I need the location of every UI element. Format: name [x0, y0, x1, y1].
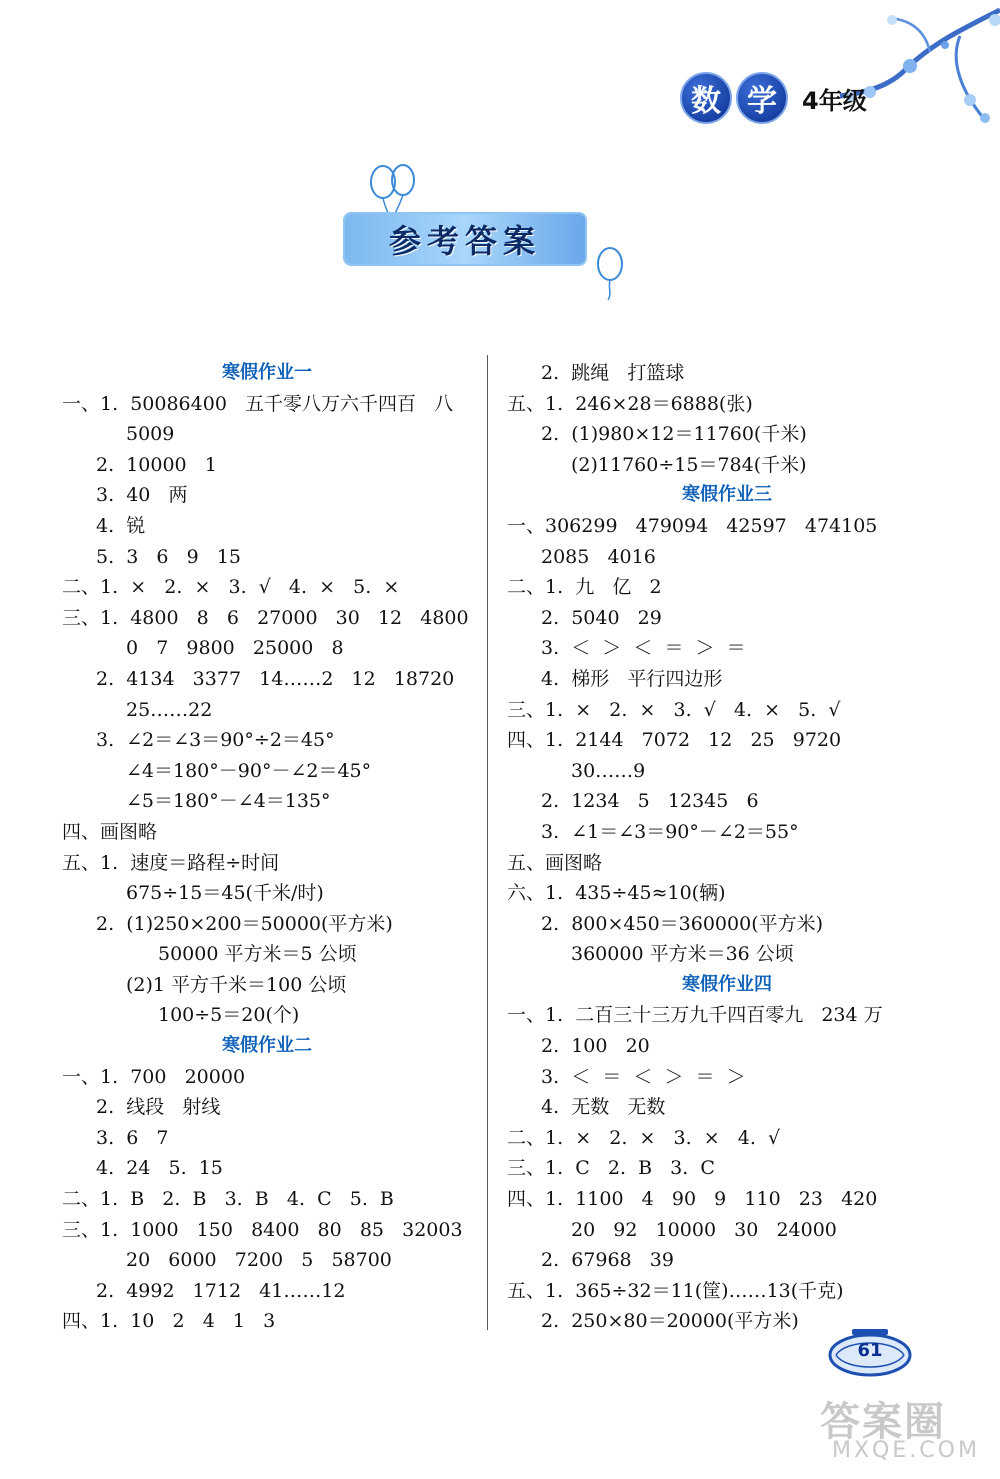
- answer-line: 20 92 10000 30 24000: [571, 1218, 837, 1241]
- balloon-icon: [590, 246, 630, 300]
- section-heading: 寒假作业四: [682, 973, 772, 995]
- answer-line: 2. 4134 3377 14……2 12 18720: [96, 667, 455, 690]
- watermark-main: 答案圈: [820, 1399, 946, 1445]
- right-answer-column: [507, 358, 947, 1337]
- answer-line: ∠5＝180°－∠4＝135°: [126, 790, 331, 813]
- answer-line: 一、1. 50086400 五千零八万六千四百 八: [62, 392, 454, 415]
- subject-badge-2: 学: [736, 72, 788, 124]
- answer-line: 4. 梯形 平行四边形: [541, 667, 723, 690]
- page-title: 参考答案: [388, 222, 541, 260]
- subject-badge-1: 数: [680, 72, 732, 124]
- answer-line: 2. 5040 29: [541, 606, 662, 629]
- answer-line: 二、1. 九 亿 2: [507, 576, 662, 599]
- answer-line: 四、1. 1100 4 90 9 110 23 420: [507, 1188, 878, 1211]
- answer-line: 三、1. 1000 150 8400 80 85 32003: [62, 1218, 463, 1241]
- answer-line: 二、1. × 2. × 3. × 4. √: [507, 1126, 781, 1149]
- watermark-sub: MXQE.COM: [832, 1438, 980, 1463]
- answer-line: 一、1. 700 20000: [62, 1065, 246, 1088]
- answer-line: 五、1. 速度＝路程÷时间: [62, 851, 280, 874]
- answer-line: 50000 平方米＝5 公顷: [158, 943, 357, 966]
- answer-line: 3. ＜ ＞ ＜ ＝ ＞ ＝: [541, 637, 746, 660]
- answer-line: 六、1. 435÷45≈10(辆): [507, 882, 726, 905]
- answer-line: 五、1. 365÷32＝11(筐)……13(千克): [507, 1279, 844, 1302]
- answer-line: 360000 平方米＝36 公顷: [571, 943, 794, 966]
- answer-line: 四、1. 10 2 4 1 3: [62, 1310, 276, 1333]
- answer-line: 3. ∠2＝∠3＝90°÷2＝45°: [96, 729, 335, 752]
- answer-line: 2. 800×450＝360000(平方米): [541, 912, 824, 935]
- page-number: 61: [857, 1340, 883, 1361]
- answer-line: 四、画图略: [62, 820, 158, 843]
- answer-line: 三、1. C 2. B 3. C: [507, 1157, 715, 1180]
- left-answer-column: [62, 358, 472, 1337]
- page-number-emblem: [826, 1327, 914, 1379]
- answer-line: 一、306299 479094 42597 474105: [507, 514, 878, 537]
- column-divider: [487, 355, 488, 1330]
- answer-line: 五、画图略: [507, 851, 603, 874]
- answer-line: 675÷15＝45(千米/时): [126, 882, 324, 905]
- answer-line: ∠4＝180°－90°－∠2＝45°: [126, 759, 372, 782]
- answer-line: 2. 10000 1: [96, 453, 217, 476]
- answer-line: 4. 锐: [96, 514, 146, 537]
- answer-line: 2. 跳绳 打篮球: [541, 362, 685, 384]
- answer-line: 3. 40 两: [96, 484, 188, 507]
- grade-label: 4年级: [802, 86, 867, 115]
- answer-line: 20 6000 7200 5 58700: [126, 1249, 392, 1272]
- answer-line: 30……9: [571, 759, 646, 782]
- answer-line: (2)1 平方千米＝100 公顷: [126, 973, 347, 996]
- answer-line: 3. ∠1＝∠3＝90°－∠2＝55°: [541, 820, 799, 843]
- answer-line: 2. (1)980×12＝11760(千米): [541, 423, 807, 446]
- answer-line: 4. 24 5. 15: [96, 1157, 223, 1180]
- answer-line: 2. 线段 射线: [96, 1096, 221, 1119]
- answer-line: 2. 4992 1712 41……12: [96, 1279, 346, 1302]
- answer-line: 4. 无数 无数: [541, 1096, 666, 1119]
- section-heading: 寒假作业二: [222, 1035, 312, 1057]
- answer-line: 5009: [126, 423, 175, 446]
- answer-line: 二、1. B 2. B 3. B 4. C 5. B: [62, 1188, 394, 1211]
- answer-line: 100÷5＝20(个): [158, 1004, 300, 1027]
- answer-line: 三、1. × 2. × 3. √ 4. × 5. √: [507, 698, 841, 721]
- answer-line: 3. ＜ ＝ ＜ ＞ ＝ ＞: [541, 1065, 746, 1088]
- answer-line: 2. 1234 5 12345 6: [541, 790, 759, 813]
- answer-line: 2. 100 20: [541, 1035, 650, 1058]
- answer-line: 0 7 9800 25000 8: [126, 637, 344, 660]
- answer-line: 25……22: [126, 698, 213, 721]
- answer-line: 2. 250×80＝20000(平方米): [541, 1310, 799, 1333]
- answer-line: 2. 67968 39: [541, 1249, 674, 1272]
- watermark: [820, 1390, 980, 1463]
- answer-line: 5. 3 6 9 15: [96, 545, 242, 568]
- answer-line: 二、1. × 2. × 3. √ 4. × 5. ×: [62, 576, 400, 599]
- section-heading: 寒假作业一: [222, 362, 312, 383]
- subject-header: [680, 72, 867, 124]
- answer-line: (2)11760÷15＝784(千米): [571, 453, 807, 476]
- answer-line: 2. (1)250×200＝50000(平方米): [96, 912, 393, 935]
- section-heading: 寒假作业三: [682, 484, 772, 506]
- answer-line: 五、1. 246×28＝6888(张): [507, 392, 753, 415]
- answer-line: 四、1. 2144 7072 12 25 9720: [507, 729, 842, 752]
- answer-line: 2085 4016: [541, 545, 656, 568]
- answer-line: 三、1. 4800 8 6 27000 30 12 4800: [62, 606, 469, 629]
- answers-title-banner: [345, 206, 585, 270]
- answer-line: 3. 6 7: [96, 1126, 169, 1149]
- answer-line: 一、1. 二百三十三万九千四百零九 234 万: [507, 1004, 883, 1027]
